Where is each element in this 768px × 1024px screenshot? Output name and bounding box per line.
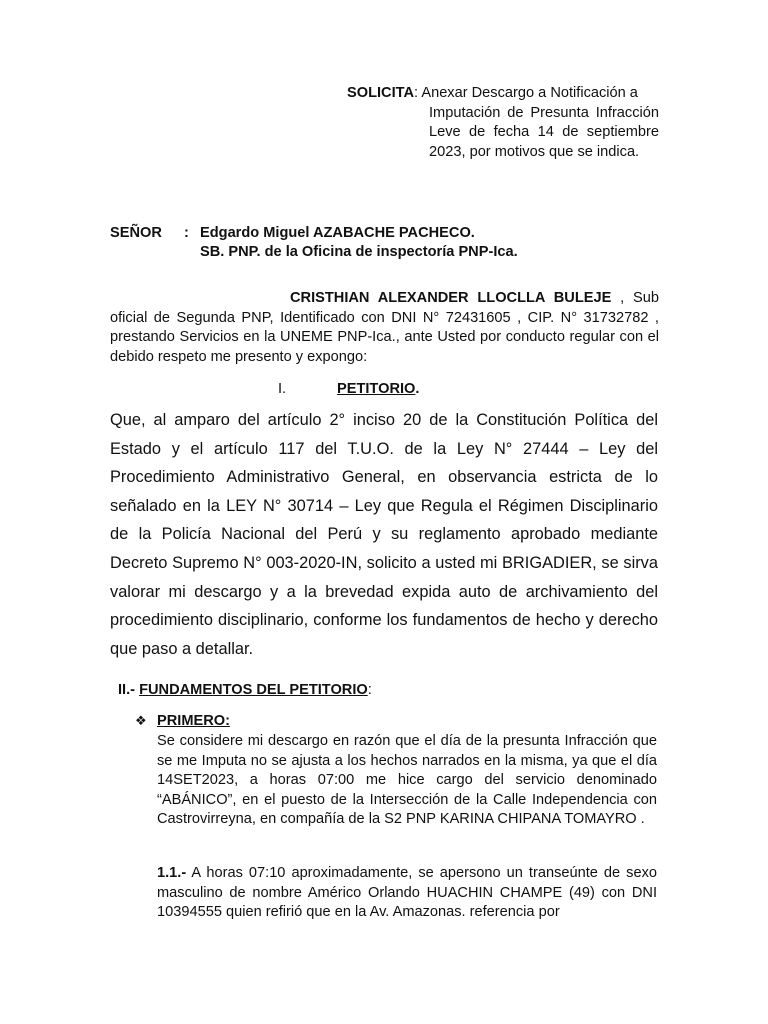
- solicita-first-text: Anexar Descargo a Notificación a: [421, 85, 638, 101]
- addressee-colon: :: [184, 225, 189, 241]
- solicita-label: SOLICITA: [347, 85, 415, 101]
- petitorio-paragraph: Que, al amparo del artículo 2° inciso 20 de la Constitución Política del Estado y el artículo 117 del T.U.O. de la Ley N° 27444 – Ley del Procedimiento Administrativo General, en observancia estricta de lo señalado en la LEY N° 30714 – Ley que Regula el Régimen Disciplinario de la Policía Nacional del Perú y su reglamento aprobado mediante Decreto Supremo N° 003-2020-IN, solicito a usted mi BRIGADIER, se sirva valorar mi descargo y a la brevedad expida auto de archivamiento del procedimiento disciplinario, conforme los fundamentos de hecho y derecho que paso a detallar.: [110, 411, 658, 658]
- section-2-colon: :: [367, 682, 372, 698]
- diamond-bullet-icon: ❖: [135, 713, 147, 728]
- point-1-1-paragraph: [157, 864, 657, 923]
- addressee-office: SB. PNP. de la Oficina de inspectoría PNP-Ica.: [200, 244, 518, 260]
- primero-heading: [135, 711, 230, 731]
- intro-paragraph: [110, 289, 659, 367]
- primero-paragraph: Se considere mi descargo en razón que el día de la presunta Infracción que se me Imputa no se ajusta a los hechos narrados en la misma, ya que el día 14SET2023, a horas 07:00 me hice cargo del servicio denominado “ABÁNICO”, en el puesto de la Intersección de la Calle Independencia con Castrovirreyna, en compañía de la S2 PNP KARINA CHIPANA TOMAYRO .: [157, 733, 657, 827]
- section-1-title: PETITORIO: [337, 381, 416, 397]
- solicita-rest-text: Imputación de Presunta Infracción Leve de fecha 14 de septiembre 2023, por motivos que se indica.: [429, 104, 659, 160]
- primero-title: PRIMERO:: [157, 713, 230, 729]
- section-2-title: FUNDAMENTOS DEL PETITORIO: [139, 682, 368, 698]
- addressee-block: [110, 224, 670, 262]
- addressee-label: SEÑOR: [110, 225, 162, 241]
- petitioner-name: CRISTHIAN ALEXANDER LLOCLLA BULEJE: [290, 290, 612, 306]
- intro-text: , Sub oficial de Segunda PNP, Identificado con DNI N° 72431605 , CIP. N° 31732782 , prestando Servicios en la UNEME PNP-Ica., ante Usted por conducto regular con el debido respeto me presento y expongo:: [110, 290, 659, 365]
- solicita-block: [347, 84, 659, 162]
- section-1-period: .: [415, 381, 420, 397]
- section-1-number: I.: [278, 381, 287, 397]
- addressee-name: Edgardo Miguel AZABACHE PACHECO.: [200, 225, 475, 241]
- point-1-1-text: A horas 07:10 aproximadamente, se apersono un transeúnte de sexo masculino de nombre Américo Orlando HUACHIN CHAMPE (49) con DNI 10394555 quien refirió que en la Av. Amazonas. referencia por: [157, 865, 657, 920]
- solicita-first-line: SOLICITA: Anexar Descargo a Notificación a: [347, 85, 638, 101]
- section-1-heading: [278, 379, 419, 399]
- section-2-number: II.-: [118, 682, 140, 698]
- addressee-name-row: [110, 224, 670, 243]
- section-2-heading: [118, 680, 372, 700]
- point-1-1-number: 1.1.-: [157, 865, 187, 881]
